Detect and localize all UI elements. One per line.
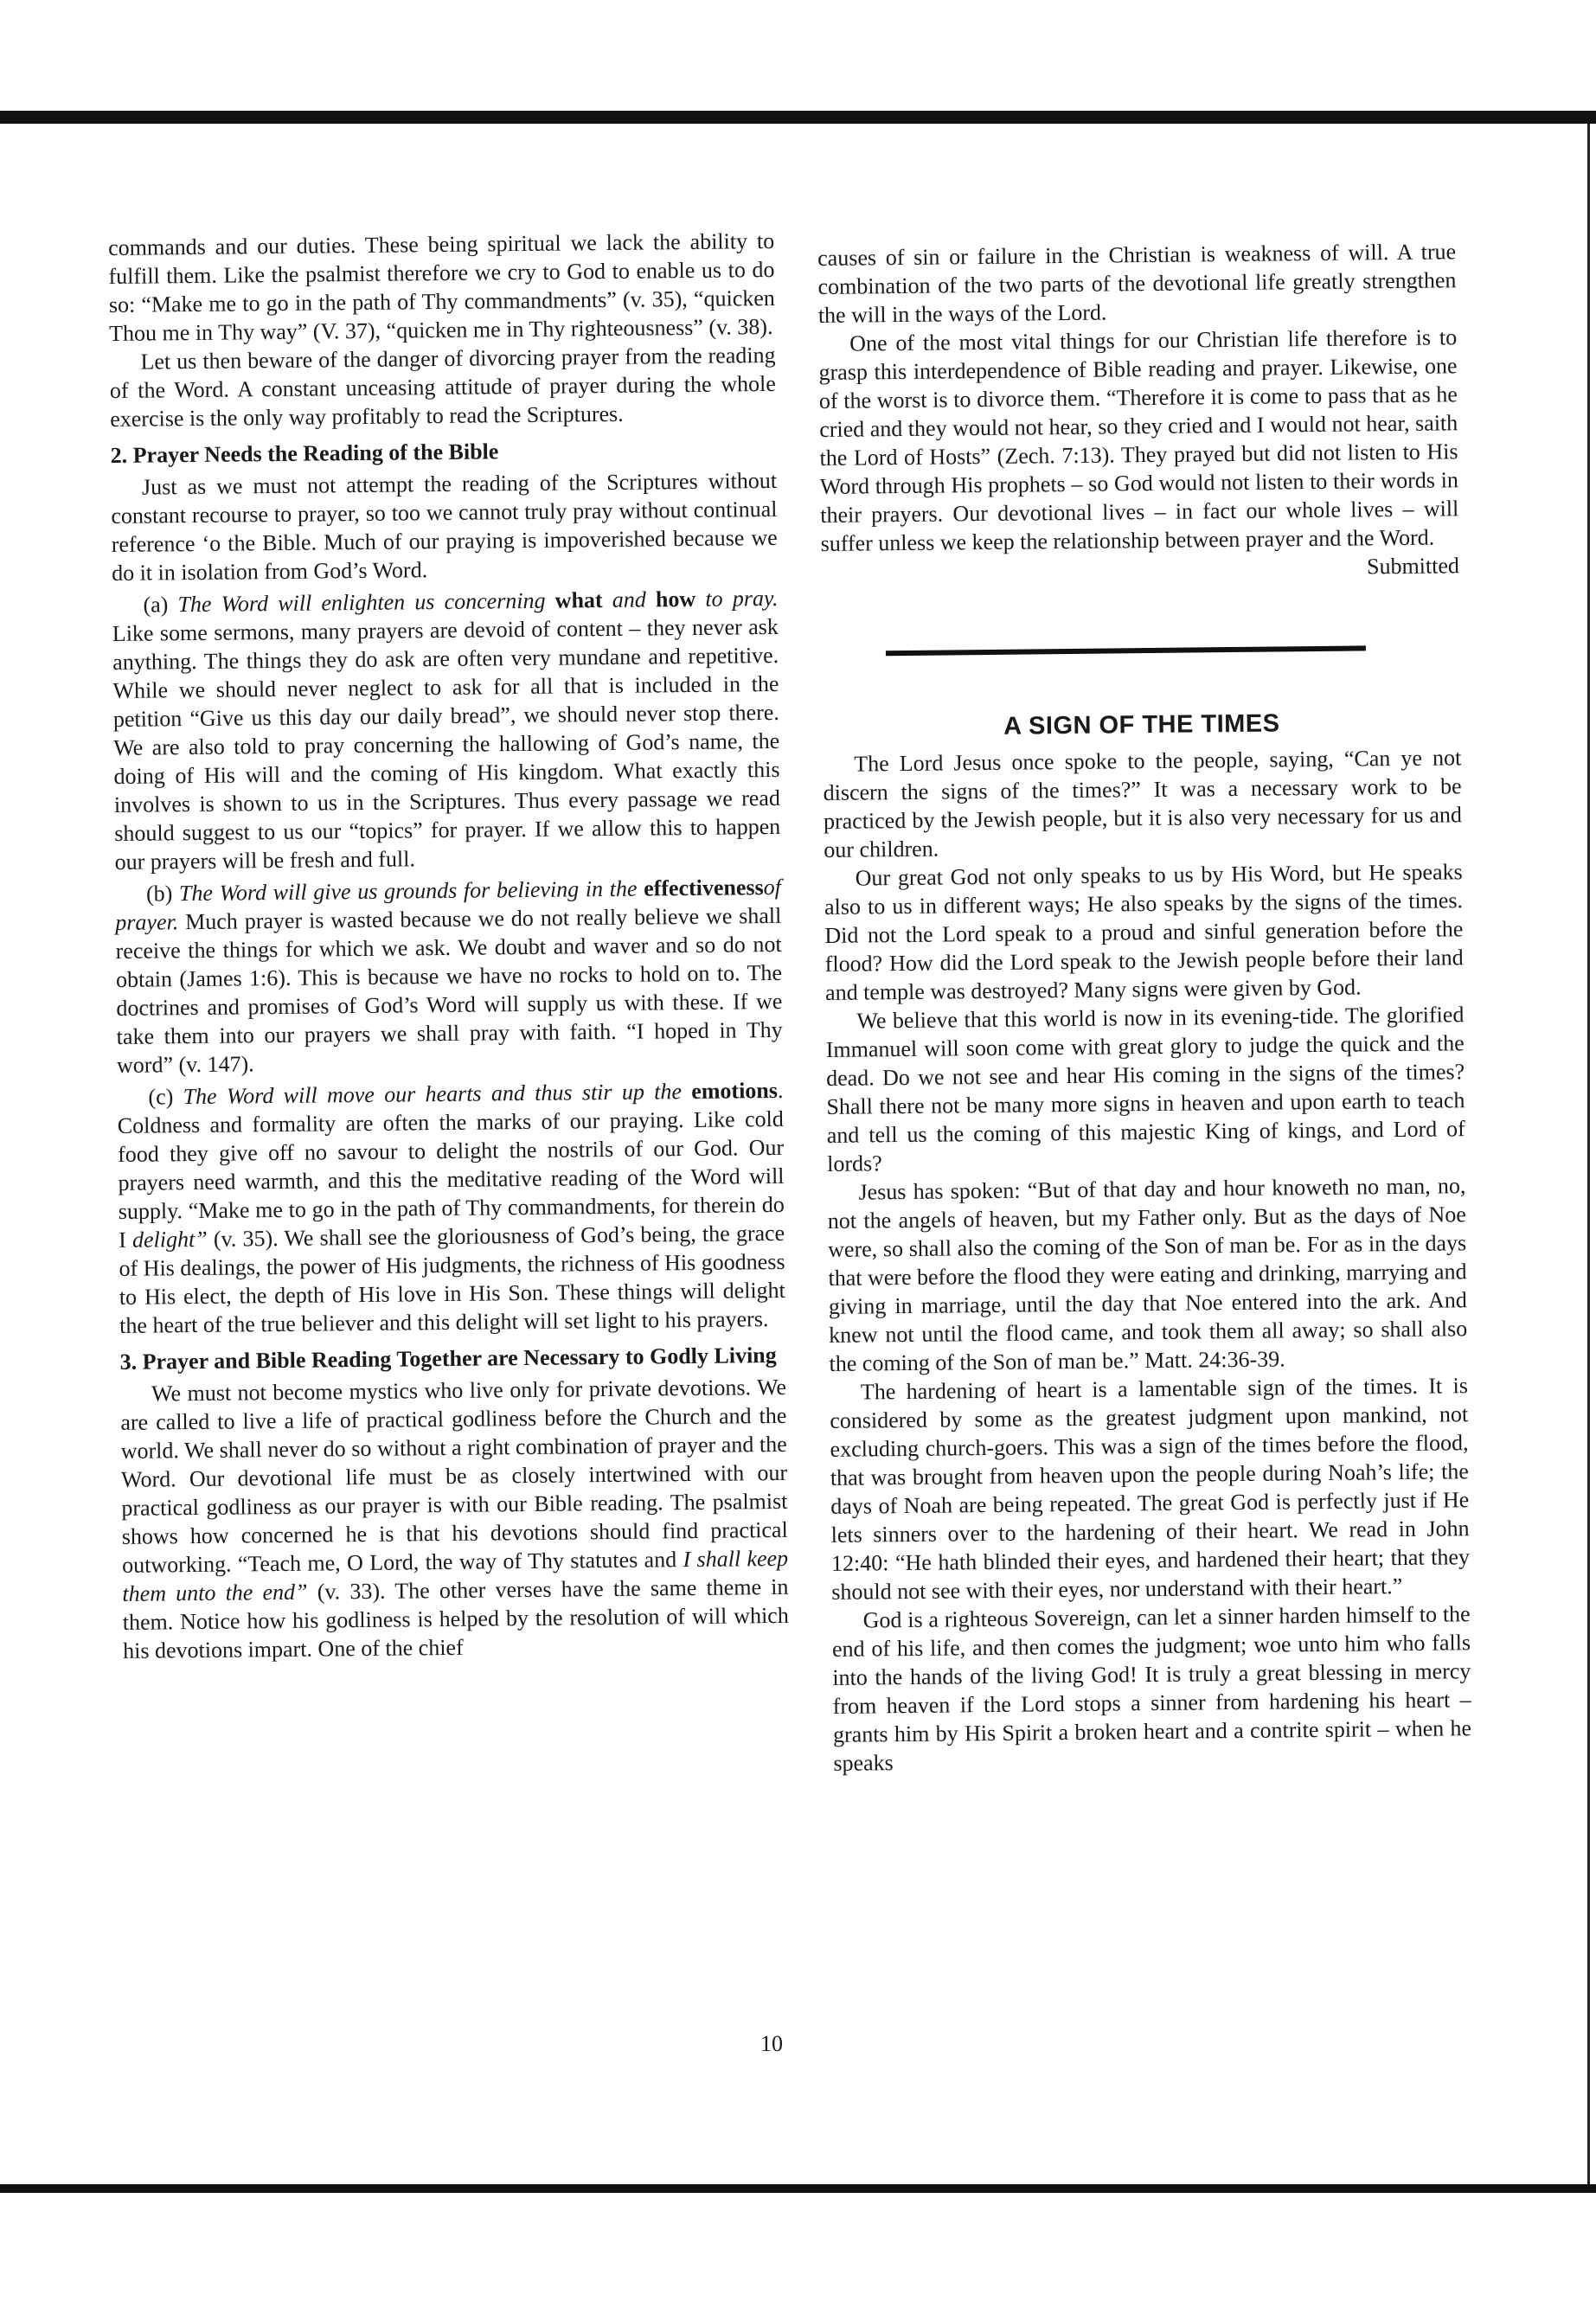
top-border-bar xyxy=(0,111,1596,124)
paragraph-divorcing-prayer: Let us then beware of the danger of divorcing prayer from the reading of the Word. A constant unceasing attitude of prayer during the whole exercise is the only way profitably to read the Scriptures. xyxy=(109,342,777,432)
page-number: 10 xyxy=(760,2031,783,2056)
paragraph-causes-of-sin: causes of sin or failure in the Christian is weakness of will. A true combination of the two parts of the devotional life greatly strengthen the will in the ways of the Lord. xyxy=(817,239,1457,328)
article-paragraph: We believe that this world is now in its evening-tide. The glorified Immanuel will soon come with great glory to judge the quick and the dead. Do we not see and hear His coming in the signs of the times? Shall there not be many more signs in heaven and upon earth to teach and tell us the coming of this majestic King of kings, and Lord of lords? xyxy=(825,1002,1465,1176)
intro-paragraph: commands and our duties. These being spiritual we lack the ability to fulfill them. Like the psalmist therefore we cry to God to enable us to do so: “Make me to go in the path of Thy commandments” (v. 35), “quicken Thou me in Thy way” (V. 37), “quicken me in Thy righteousness” (v. 38). xyxy=(108,228,775,346)
point-c-paragraph: (c) The Word will move our hearts and thus stir up the emotions. Coldness and formality are often the marks of our praying. Like cold food they give off no savour to delight the nostrils of our God. Our prayers need warmth, and this the meditative reading of the Word will supply. “Make me to go in the path of Thy commandments, for therein do I delight” (v. 35). We shall see the gloriousness of God’s being, the grace of His dealings, the power of His judgments, the richness of His goodness to His elect, the depth of His love in His Son. These things will delight the heart of the true believer and this delight will set light to his prayers. xyxy=(117,1077,785,1338)
point-a-paragraph: (a) The Word will enlighten us concerning what and how to pray. Like some sermons, many prayers are devoid of content – they never ask anything. The things they do ask are often very mundane and repetitive. While we should never neglect to ask for all that is included in the petition “Give us this day our daily bread”, we should never stop there. We are also told to pray concerning the hallowing of God’s name, the doing of His will and the coming of His kingdom. What exactly this involves is shown to us in the Scriptures. Thus every passage we read should suggest to us our “topics” for prayer. If we allow this to happen our prayers will be fresh and full. xyxy=(112,585,781,875)
article-paragraph: The hardening of heart is a lamentable sign of the times. It is considered by some as the greatest judgment upon mankind, not excluding church-goers. This was a sign of the times before the flood, that was brought from heaven upon the people during Noah’s life; the days of Noah are being repeated. The great God is perfectly just if He lets sinners over to the hardening of their heart. We read in John 12:40: “He hath blinded their eyes, and hardened their heart; that they should not see with their eyes, nor understand with their heart.” xyxy=(830,1373,1471,1605)
article-paragraph: The Lord Jesus once spoke to the people, saying, “Can ye not discern the signs of the times?” It was a necessary work to be practiced by the Jewish people, but it is also very necessary for us and our children. xyxy=(823,745,1463,862)
point-b-paragraph: (b) The Word will give us grounds for believing in the effectivenessof prayer. Much prayer is wasted because we do not really believe we shall receive the things for which we ask. We doubt and waver and so do not obtain (James 1:6). This is because we have no rocks to hold on to. The doctrines and promises of God’s Word will supply us with these. If we take them into our prayers we shall pray with faith. “I hoped in Thy word” (v. 147). xyxy=(115,874,783,1078)
article-body xyxy=(823,743,1471,1778)
article-paragraph: God is a righteous Sovereign, can let a sinner harden himself to the end of his life, and then comes the judgment; woe unto him who falls into the hands of the living God! It is truly a great blessing in mercy from heaven if the Lord stops a sinner from hardening his heart – grants him by His Spirit a broken heart and a contrite spirit – when he speaks xyxy=(831,1601,1472,1776)
heading-prayer-needs-bible: 2. Prayer Needs the Reading of the Bible xyxy=(110,439,499,468)
right-edge-line xyxy=(1587,124,1590,2184)
heading-godly-living: 3. Prayer and Bible Reading Together are Necessary to Godly Living xyxy=(119,1342,777,1375)
submitted-credit: Submitted xyxy=(1366,553,1460,580)
right-column xyxy=(817,237,1472,1778)
article-paragraph: Jesus has spoken: “But of that day and hour knoweth no man, no, not the angels of heaven, but my Father only. But as the days of Noe were, so shall also the coming of the Son of man be. For as in the days that were before the flood they were eating and drinking, marrying and giving in marriage, until the day that Noe entered into the ark. And knew not until the flood came, and took them all away; so shall also the coming of the Son of man be.” Matt. 24:36-39. xyxy=(827,1173,1468,1376)
bottom-border-bar xyxy=(0,2184,1596,2193)
article-paragraph: Our great God not only speaks to us by His Word, but He speaks also to us in different ways; He also speaks by the signs of the times. Did not the Lord speak to a proud and sinful generation before the flood? How did the Lord speak to the Jewish people before their land and temple was destroyed? Many signs were given by God. xyxy=(824,859,1464,1005)
article-title: A SIGN OF THE TIMES xyxy=(1003,709,1280,740)
section-divider xyxy=(886,645,1366,656)
left-column xyxy=(108,227,789,1665)
paragraph-most-vital: One of the most vital things for our Christian life therefore is to grasp this interdependence of Bible reading and prayer. Likewise, one of the worst is to divorce them. “Therefore it is come to pass that as he cried and they would not hear, so they cried and I would not hear, saith the Lord of Hosts” (Zech. 7:13). They prayed but did not listen to His Word through His prophets – so God would not listen to their words in their prayers. Our devotional lives – in fact our whole lives – will suffer unless we keep the relationship between prayer and the Word. xyxy=(818,324,1459,556)
paragraph-mystics: We must not become mystics who live only for private devotions. We are called to live a life of practical godliness before the Church and the world. We shall never do so without a right combination of prayer and the Word. Our devotional life must be as closely intertwined with our practical godliness as our prayer is with our Bible reading. The psalmist shows how concerned he is that his devotions should find practical outworking. “Teach me, O Lord, the way of Thy statutes and I shall keep them unto the end” (v. 33). The other verses have the same theme in them. Notice how his godliness is helped by the resolution of will which his devotions impart. One of the chief xyxy=(120,1374,789,1663)
paragraph-just-as: Just as we must not attempt the reading of the Scriptures without constant recourse to prayer, so too we cannot truly pray without continual reference ‘o the Bible. Much of our praying is impoverished because we do it in isolation from God’s Word. xyxy=(111,467,778,586)
